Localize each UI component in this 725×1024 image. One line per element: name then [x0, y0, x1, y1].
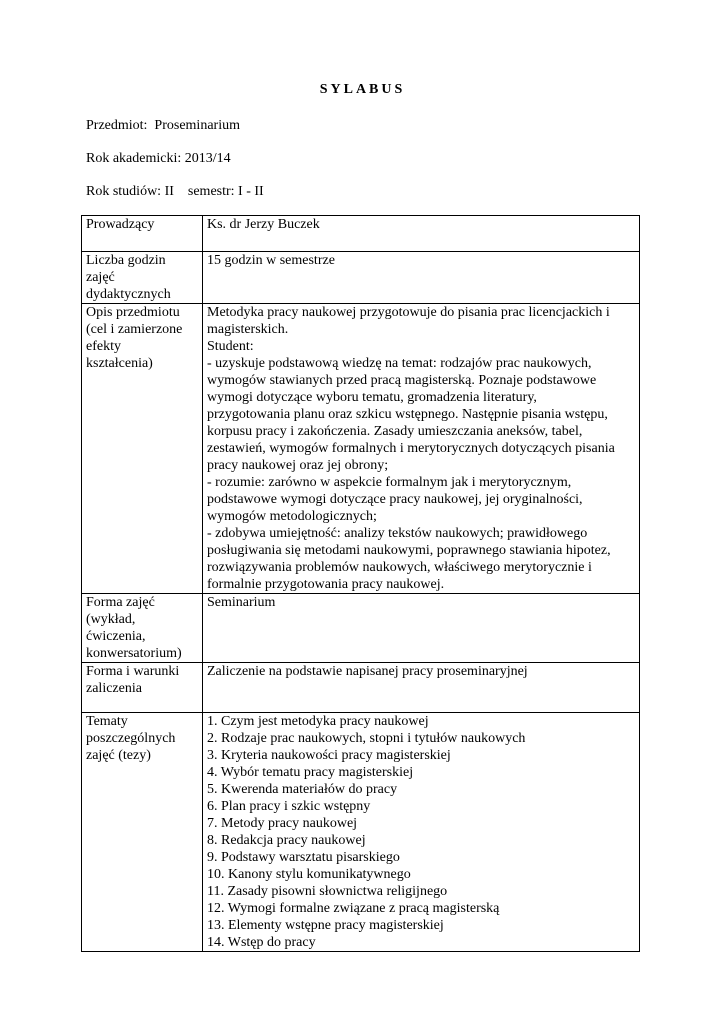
hours-label: Liczba godzin zajęć dydaktycznych — [82, 252, 203, 304]
syllabus-table — [81, 215, 640, 952]
list-item: 3. Kryteria naukowości pracy magisterskiej — [207, 748, 451, 763]
assessment-value: Zaliczenie na podstawie napisanej pracy proseminaryjnej — [203, 663, 640, 713]
form-value: Seminarium — [203, 594, 640, 663]
list-item: 1. Czym jest metodyka pracy naukowej — [207, 714, 429, 729]
list-item: 10. Kanony stylu komunikatywnego — [207, 867, 411, 882]
lecturer-label: Prowadzący — [82, 216, 203, 252]
form-label: Forma zajęć (wykład, ćwiczenia, konwersatorium) — [82, 594, 203, 663]
list-item: 7. Metody pracy naukowej — [207, 816, 358, 831]
table-row-lecturer — [82, 216, 640, 252]
topics-label: Tematy poszczególnych zajęć (tezy) — [82, 713, 203, 952]
list-item: 9. Podstawy warsztatu pisarskiego — [207, 850, 400, 865]
study-year-line: Rok studiów: II semestr: I - II — [86, 184, 264, 199]
academic-year-line: Rok akademicki: 2013/14 — [86, 151, 231, 166]
list-item: 14. Wstęp do pracy — [207, 935, 316, 950]
description-value: Metodyka pracy naukowej przygotowuje do pisania prac licencjackich i magisterskich. Student: - uzyskuje podstawową wiedzę na temat: rodzajów prac naukowych, wymogów stawianych przed pracą magisterską. Poznaje podstawowe wymogi dotyczące wyboru tematu, gromadzenia literatury, przygotowania planu oraz szkicu wstępnego. Następnie pisania wstępu, korpusu pracy i zakończenia. Zasady umieszczania aneksów, tabel, zestawień, wymogów formalnych i merytorycznych dotyczących pisania pracy naukowej oraz jej obrony; - rozumie: zarówno w aspekcie formalnym jak i merytorycznym, podstawowe wymogi dotyczące pracy naukowej, jej oryginalności, wymogów metodologicznych; - zdobywa umiejętność: analizy tekstów naukowych; prawidłowego posługiwania się metodami naukowymi, poprawnego stawiania hipotez, rozwiązywania problemów naukowych, właściwego merytorycznie i formalnie przygotowania pracy naukowej. — [203, 304, 640, 594]
document-title: SYLABUS — [319, 82, 406, 97]
topics-value — [203, 713, 640, 952]
table-row-assessment — [82, 663, 640, 713]
list-item: 5. Kwerenda materiałów do pracy — [207, 782, 398, 797]
table-row-form — [82, 594, 640, 663]
list-item: 2. Rodzaje prac naukowych, stopni i tytułów naukowych — [207, 731, 526, 746]
list-item: 11. Zasady pisowni słownictwa religijnego — [207, 884, 448, 899]
description-label: Opis przedmiotu (cel i zamierzone efekty kształcenia) — [82, 304, 203, 594]
list-item: 12. Wymogi formalne związane z pracą magisterską — [207, 901, 500, 916]
list-item: 13. Elementy wstępne pracy magisterskiej — [207, 918, 444, 933]
list-item: 4. Wybór tematu pracy magisterskiej — [207, 765, 414, 780]
list-item: 6. Plan pracy i szkic wstępny — [207, 799, 371, 814]
assessment-label: Forma i warunki zaliczenia — [82, 663, 203, 713]
table-row-description — [82, 304, 640, 594]
table-row-hours — [82, 252, 640, 304]
table-row-topics — [82, 713, 640, 952]
lecturer-value: Ks. dr Jerzy Buczek — [203, 216, 640, 252]
list-item: 8. Redakcja pracy naukowej — [207, 833, 366, 848]
hours-value: 15 godzin w semestrze — [203, 252, 640, 304]
topics-list — [207, 713, 635, 951]
subject-line: Przedmiot: Proseminarium — [86, 118, 240, 133]
